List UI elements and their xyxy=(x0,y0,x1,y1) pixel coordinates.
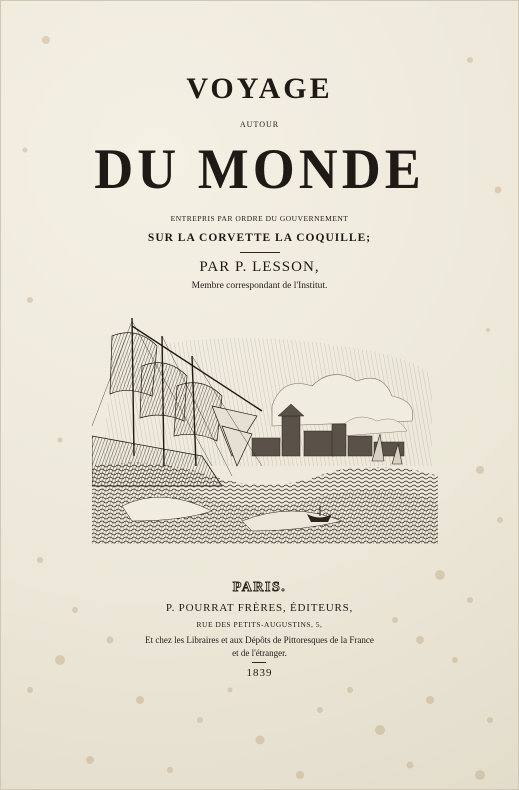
author-affiliation: Membre correspondant de l'Institut. xyxy=(191,281,328,291)
subtitle-corvette: SUR LA CORVETTE LA COQUILLE; xyxy=(147,232,372,244)
title-autour: AUTOUR xyxy=(239,120,280,129)
imprint-publisher: P. POURRAT FRÈRES, ÉDITEURS, xyxy=(165,602,354,614)
title-voyage: VOYAGE xyxy=(186,72,333,105)
imprint-distribution-2: et de l'étranger. xyxy=(232,648,287,658)
divider-rule-bottom xyxy=(252,662,266,663)
engraving-ship-at-sea-icon xyxy=(92,316,438,544)
divider-rule-top xyxy=(240,252,280,253)
imprint-year: 1839 xyxy=(246,667,273,679)
title-du-monde: DU MONDE xyxy=(94,137,425,201)
subtitle-entrepris: ENTREPRIS PAR ORDRE DU GOUVERNEMENT xyxy=(170,214,349,223)
author-name: PAR P. LESSON, xyxy=(199,259,320,275)
imprint-address: RUE DES PETITS-AUGUSTINS, 5, xyxy=(196,620,323,629)
imprint-city: PARIS. xyxy=(232,580,287,595)
imprint-distribution-1: Et chez les Libraires et aux Dépôts de Pittoresques de la France xyxy=(145,635,374,645)
